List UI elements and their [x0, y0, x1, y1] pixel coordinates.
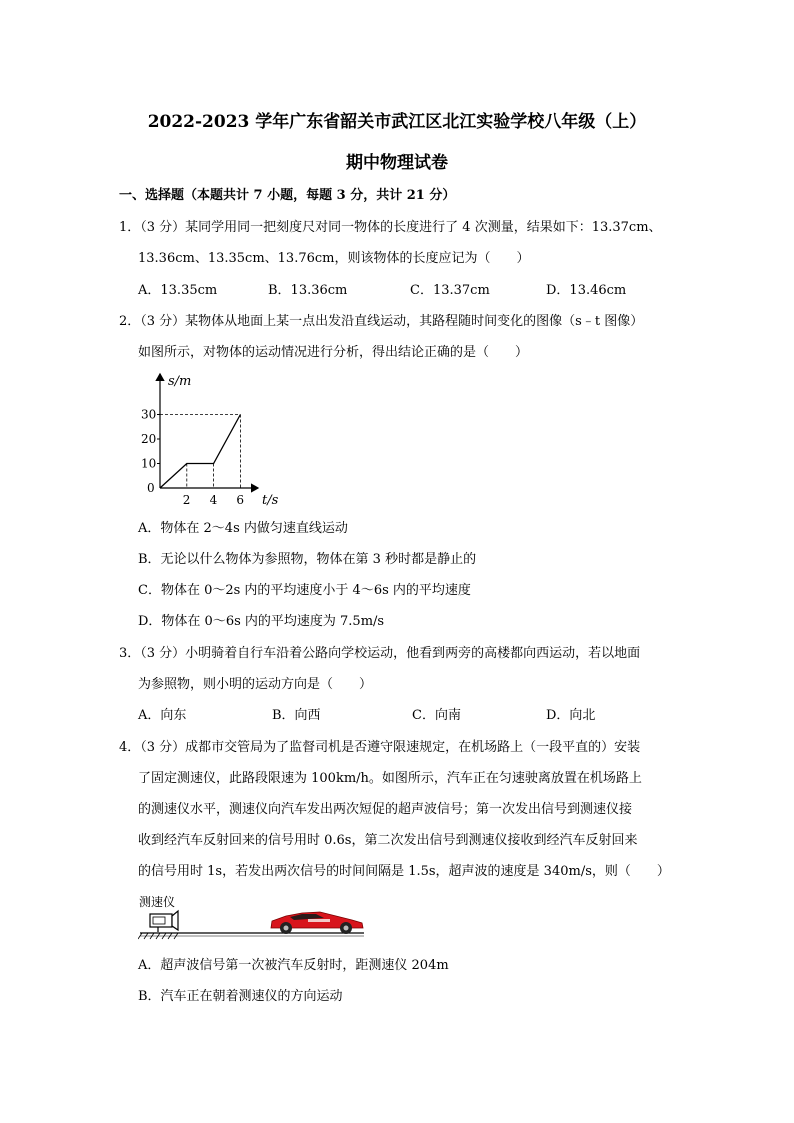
q2-line1: 2．（3 分）某物体从地面上某一点出发沿直线运动，其路程随时间变化的图像（s﹣t 图像） [119, 314, 644, 329]
red-car-icon [271, 912, 363, 934]
x-tick-label-6: 6 [236, 493, 245, 507]
st-series-line [160, 415, 240, 489]
q3-option-d: D．向北 [546, 708, 596, 723]
road-ground [138, 933, 364, 939]
q1-line1: 1．（3 分）某同学用同一把刻度尺对同一物体的长度进行了 4 次测量，结果如下：13.37cm、 [119, 220, 662, 235]
q3-option-c: C．向南 [412, 708, 461, 723]
q4-line4: 收到经汽车反射回来的信号用时 0.6s，第二次发出信号到测速仪接收到经汽车反射回来 [138, 833, 638, 848]
q4-line2: 了固定测速仪，此路段限速为 100km/h。如图所示，汽车正在匀速驶离放置在机场路上 [138, 771, 642, 786]
q3-line2: 为参照物，则小明的运动方向是（ ） [138, 677, 373, 692]
x-tick-label-4: 4 [209, 493, 218, 507]
q2-option-a: A．物体在 2～4s 内做匀速直线运动 [138, 521, 348, 536]
q1-option-d: D．13.46cm [546, 283, 627, 298]
doc-title-line2: 期中物理试卷 [346, 153, 448, 173]
origin-label: 0 [147, 481, 155, 495]
y-tick-label-10: 10 [141, 456, 157, 471]
speed-meter-figure [138, 898, 368, 942]
q1-option-a: A．13.35cm [138, 283, 218, 298]
q1-line2: 13.36cm、13.35cm、13.76cm，则该物体的长度应记为（ ） [138, 251, 530, 266]
x-tick-label-2: 2 [182, 493, 191, 507]
speed-meter-label: 测速仪 [139, 895, 176, 909]
q4-line3: 的测速仪水平，测速仪向汽车发出两次短促的超声波信号；第一次发出信号到测速仪接 [138, 802, 633, 817]
doc-title-line1: 2022-2023 学年广东省韶关市武江区北江实验学校八年级（上） [147, 112, 647, 132]
q1-option-b: B．13.36cm [268, 283, 348, 298]
speed-meter-icon [150, 911, 178, 932]
q4-option-b: B．汽车正在朝着测速仪的方向运动 [138, 989, 343, 1004]
section-heading: 一、选择题（本题共计 7 小题，每题 3 分，共计 21 分） [119, 188, 456, 203]
q1-option-c: C．13.37cm [410, 283, 490, 298]
q2-line2: 如图所示，对物体的运动情况进行分析，得出结论正确的是（ ） [138, 345, 529, 360]
q2-option-c: C．物体在 0～2s 内的平均速度小于 4～6s 内的平均速度 [138, 583, 471, 598]
y-tick-label-30: 30 [141, 407, 157, 422]
q2-option-b: B．无论以什么物体为参照物，物体在第 3 秒时都是静止的 [138, 552, 477, 567]
q3-option-b: B．向西 [272, 708, 321, 723]
x-axis-label: t/s [262, 493, 279, 508]
q4-line5: 的信号用时 1s，若发出两次信号的时间间隔是 1.5s，超声波的速度是 340m/s，则（ ） [138, 864, 670, 879]
q2-option-d: D．物体在 0～6s 内的平均速度为 7.5m/s [138, 614, 385, 629]
y-axis-label: s/m [168, 374, 192, 389]
s-t-chart [140, 368, 300, 510]
q3-option-a: A．向东 [138, 708, 187, 723]
q4-option-a: A．超声波信号第一次被汽车反射时，距测速仪 204m [138, 958, 449, 973]
q3-line1: 3．（3 分）小明骑着自行车沿着公路向学校运动，他看到两旁的高楼都向西运动，若以地面 [119, 646, 641, 661]
q4-line1: 4．（3 分）成都市交管局为了监督司机是否遵守限速规定，在机场路上（一段平直的）安装 [119, 740, 641, 755]
y-tick-label-20: 20 [141, 432, 157, 446]
